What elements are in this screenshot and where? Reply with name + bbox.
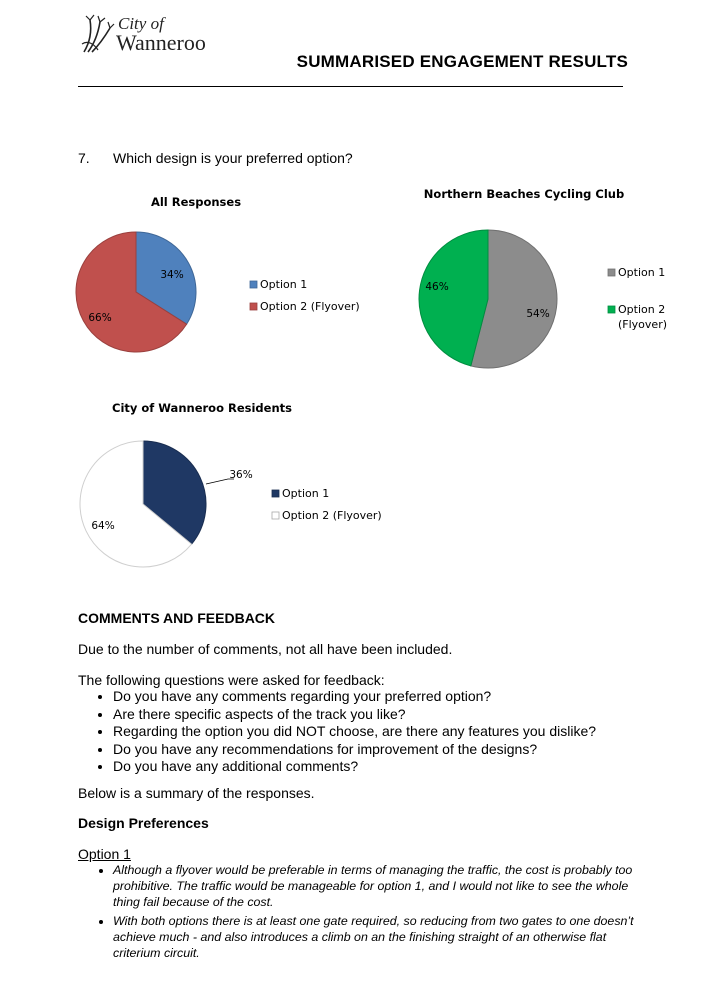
chart-title: City of Wanneroo Residents <box>112 401 292 415</box>
chart-city-of-wanneroo-residents <box>60 395 400 580</box>
legend-label-option-2: Option 2 (Flyover) <box>282 509 382 522</box>
legend-label-option-1: Option 1 <box>618 266 666 279</box>
legend-swatch-option-2 <box>608 306 615 313</box>
data-label-option-1: 54% <box>526 308 550 320</box>
city-logo <box>80 14 230 56</box>
list-item: • Do you have any comments regarding your preferred option? <box>113 688 596 706</box>
chart-title: Northern Beaches Cycling Club <box>423 187 625 201</box>
subheading-design-preferences: Design Preferences <box>78 815 209 831</box>
question-number: 7. <box>78 150 90 166</box>
list-item: • Although a flyover would be preferable in terms of managing the traffic, the cost is probably too prohibitive. The traffic would be manageable for option 1, and I would not like to see the whole thing fail because of the cost. <box>113 862 648 911</box>
list-item: • Regarding the option you did NOT choose, are there any features you dislike? <box>113 723 596 741</box>
question-text: Which design is your preferred option? <box>113 150 353 166</box>
legend-swatch-option-1 <box>250 281 257 288</box>
header-divider <box>78 86 623 87</box>
legend-label-option-2: Option 2 (Flyover) <box>260 300 360 313</box>
legend-label-option-1: Option 1 <box>282 487 330 500</box>
data-label-option-2: 64% <box>91 520 115 532</box>
page-title: SUMMARISED ENGAGEMENT RESULTS <box>296 52 628 71</box>
list-item: • With both options there is at least one gate required, so reducing from two gates to one doesn’t achieve much - and also introduces a climb on an the finishing straight of an otherwise flat criterium circuit. <box>113 913 648 962</box>
data-label-option-1: 36% <box>229 469 253 481</box>
pie-group <box>76 232 196 352</box>
legend-swatch-option-1 <box>272 490 279 497</box>
wanneroo-logo-icon <box>80 14 116 54</box>
question-7 <box>78 150 353 166</box>
feedback-intro: The following questions were asked for feedback: <box>78 672 385 688</box>
data-label-option-2: 66% <box>88 312 112 324</box>
legend-swatch-option-2 <box>250 303 257 310</box>
section-heading-comments: COMMENTS AND FEEDBACK <box>78 610 276 626</box>
list-item: • Do you have any recommendations for improvement of the designs? <box>113 741 596 759</box>
feedback-question-list <box>96 688 596 776</box>
logo-text-wanneroo: Wanneroo <box>116 30 206 55</box>
option-1-comment-list <box>96 862 648 963</box>
data-label-option-2: 46% <box>425 281 449 293</box>
pie-group <box>419 230 557 368</box>
chart-all-responses <box>60 185 380 375</box>
list-item: • Do you have any additional comments? <box>113 758 596 776</box>
chart-northern-beaches-cycling-club <box>400 180 690 380</box>
legend-label-option-2-line1: Option 2 <box>618 303 666 316</box>
chart-title: All Responses <box>150 195 242 209</box>
logo-text-city-of: City of <box>118 14 164 33</box>
data-label-option-1: 34% <box>160 269 184 281</box>
pie-group <box>80 441 206 567</box>
list-item: • Are there specific aspects of the track you like? <box>113 706 596 724</box>
option-1-heading: Option 1 <box>78 846 131 862</box>
legend-label-option-2-line2: (Flyover) <box>618 318 668 331</box>
legend-label-option-1: Option 1 <box>260 278 308 291</box>
comments-note: Due to the number of comments, not all have been included. <box>78 641 453 657</box>
legend-swatch-option-2 <box>272 512 279 519</box>
legend-swatch-option-1 <box>608 269 615 276</box>
summary-intro: Below is a summary of the responses. <box>78 785 315 801</box>
